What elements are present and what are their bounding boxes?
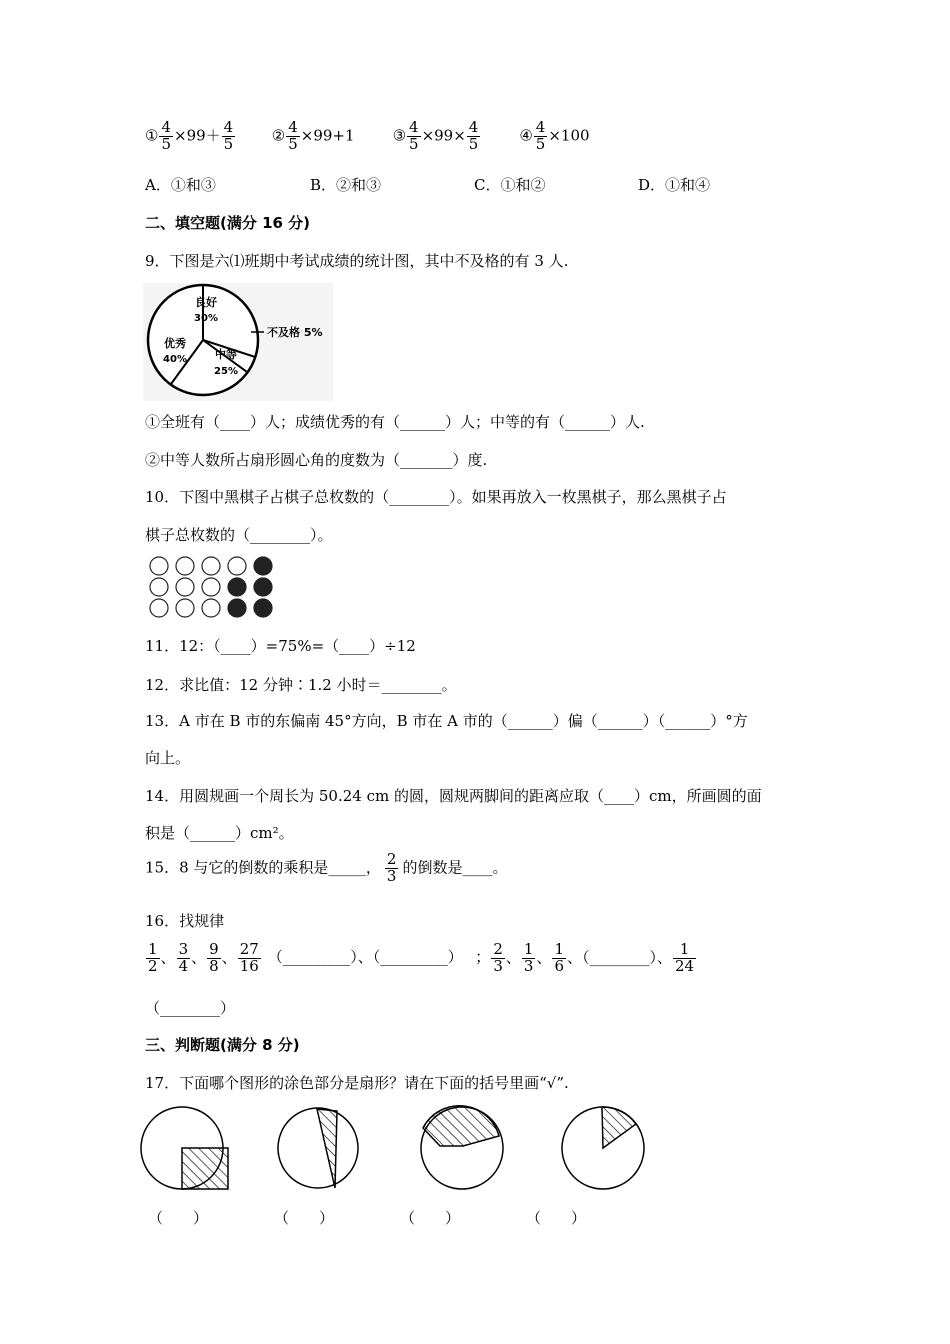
choice-a: A．①和③: [145, 176, 216, 194]
q17-text: 17．下面哪个图形的涂色部分是扇形？请在下面的括号里画“√”.: [145, 1074, 569, 1092]
choice-b: B．②和③: [310, 176, 382, 194]
pie-label-medium: 中等: [215, 348, 237, 361]
fraction: $\frac{27}{16}$: [239, 940, 259, 975]
fraction: $\frac{4}{5}$: [535, 118, 546, 153]
fraction: $\frac{1}{3}$: [523, 940, 534, 975]
figure-2: [278, 1108, 358, 1188]
q9-sub1: ①全班有（____）人；成绩优秀的有（______）人；中等的有（______）人.: [145, 413, 645, 431]
separator: 、: [191, 948, 207, 967]
option-4: ④ $\frac{4}{5}$ ×100: [519, 118, 590, 153]
q11-text: 11．12：（____）=75%=（____）÷12: [145, 637, 416, 655]
q13-line1: 13．A 市在 B 市的东偏南 45°方向，B 市在 A 市的（______）偏（______）（______）°方: [145, 712, 748, 730]
black-stone: [254, 578, 272, 596]
option-3: ③ $\frac{4}{5}$ ×99× $\frac{4}{5}$: [392, 118, 479, 153]
pie-label-fail: 不及格 5%: [267, 326, 323, 339]
section-2-heading: 二、填空题(满分 16 分): [145, 214, 311, 232]
white-stone: [202, 578, 220, 596]
pie-label-excellent: 优秀: [164, 337, 186, 350]
q10-stone-grid: [148, 555, 288, 621]
q13-line2: 向上。: [145, 749, 191, 767]
figure-1-shaded: [182, 1148, 228, 1189]
q17-bracket-1[interactable]: （ ）: [148, 1209, 209, 1227]
white-stone: [202, 557, 220, 575]
white-stone: [176, 557, 194, 575]
section-3-heading: 三、判断题(满分 8 分): [145, 1036, 300, 1054]
separator: 、: [160, 948, 176, 967]
fraction: $\frac{4}{5}$: [409, 118, 419, 153]
q17-bracket-2[interactable]: （ ）: [274, 1209, 335, 1227]
white-stone: [150, 557, 168, 575]
pie-pct-excellent: 40%: [163, 354, 187, 365]
figure-4-shaded: [602, 1107, 636, 1148]
fraction: $\frac{1}{6}$: [554, 940, 564, 975]
q17-figures: [140, 1100, 680, 1200]
fraction: $\frac{9}{8}$: [209, 940, 219, 975]
q16-title: 16．找规律: [145, 912, 225, 930]
q9-text: 9．下图是六⑴班期中考试成绩的统计图，其中不及格的有 3 人.: [145, 252, 569, 270]
separator: 、: [221, 948, 237, 967]
choice-d: D．①和④: [638, 176, 711, 194]
white-stone: [228, 557, 246, 575]
q16-blank-a: （_________）、（_________）: [267, 948, 456, 967]
fraction: $\frac{2}{3}$: [493, 940, 503, 975]
q9-sub2: ②中等人数所占扇形圆心角的度数为（_______）度.: [145, 451, 488, 469]
option-2: ② $\frac{4}{5}$ ×99+1: [271, 118, 355, 153]
figure-2-shaded: [317, 1109, 337, 1188]
options-row: [145, 120, 590, 153]
separator: 、: [505, 948, 521, 967]
white-stone: [150, 578, 168, 596]
fraction: $\frac{1}{2}$: [148, 940, 158, 975]
semicolon: ；: [475, 948, 491, 967]
fraction: $\frac{4}{5}$: [161, 118, 171, 153]
white-stone: [176, 599, 194, 617]
q10-line1: 10．下图中黑棋子占棋子总枚数的（________）。如果再放入一枚黑棋子，那么黑棋子占: [145, 488, 727, 506]
pie-pct-good: 30%: [194, 313, 218, 324]
figure-3: [421, 1106, 503, 1189]
q10-line2: 棋子总枚数的（________）。: [145, 526, 333, 544]
separator: 、: [536, 948, 552, 967]
choice-c: C．①和②: [474, 176, 546, 194]
fraction: $\frac{1}{24}$: [675, 940, 695, 975]
figure-3-shaded: [423, 1106, 499, 1146]
q14-line1: 14．用圆规画一个周长为 50.24 cm 的圆，圆规两脚间的距离应取（____）cm，所画圆的面: [145, 787, 762, 805]
white-stone: [202, 599, 220, 617]
q16-sequence-row: [145, 942, 697, 975]
option-mark: ①: [145, 126, 159, 145]
q15-text: 15．8 与它的倒数的乘积是_____， $\frac{2}{3}$ 的倒数是____。: [145, 850, 508, 885]
fraction: $\frac{3}{4}$: [178, 940, 189, 975]
black-stone: [254, 599, 272, 617]
fraction: $\frac{2}{3}$: [386, 850, 397, 885]
figure-1: [141, 1107, 228, 1189]
fraction: $\frac{4}{5}$: [288, 118, 298, 153]
q17-bracket-3[interactable]: （ ）: [400, 1209, 461, 1227]
separator: 、: [566, 948, 582, 967]
q16-blank-b: （________）、: [582, 948, 673, 967]
fraction: $\frac{4}{5}$: [223, 118, 234, 153]
pie-label-good: 良好: [195, 296, 217, 309]
q16-blank-c: （________）: [145, 999, 236, 1017]
q14-line2: 积是（______）cm²。: [145, 824, 294, 842]
q12-text: 12．求比值：12 分钟∶1.2 小时＝________。: [145, 676, 457, 694]
black-stone: [228, 578, 246, 596]
q17-bracket-4[interactable]: （ ）: [526, 1209, 587, 1227]
white-stone: [176, 578, 194, 596]
pie-pct-medium: 25%: [214, 366, 238, 377]
black-stone: [254, 557, 272, 575]
fraction: $\frac{4}{5}$: [468, 118, 479, 153]
q9-pie-chart: [143, 283, 333, 401]
option-1: ① $\frac{4}{5}$ ×99＋ $\frac{4}{5}$: [145, 118, 234, 153]
figure-4: [562, 1107, 644, 1189]
black-stone: [228, 599, 246, 617]
white-stone: [150, 599, 168, 617]
figure-2-circle: [278, 1108, 358, 1188]
